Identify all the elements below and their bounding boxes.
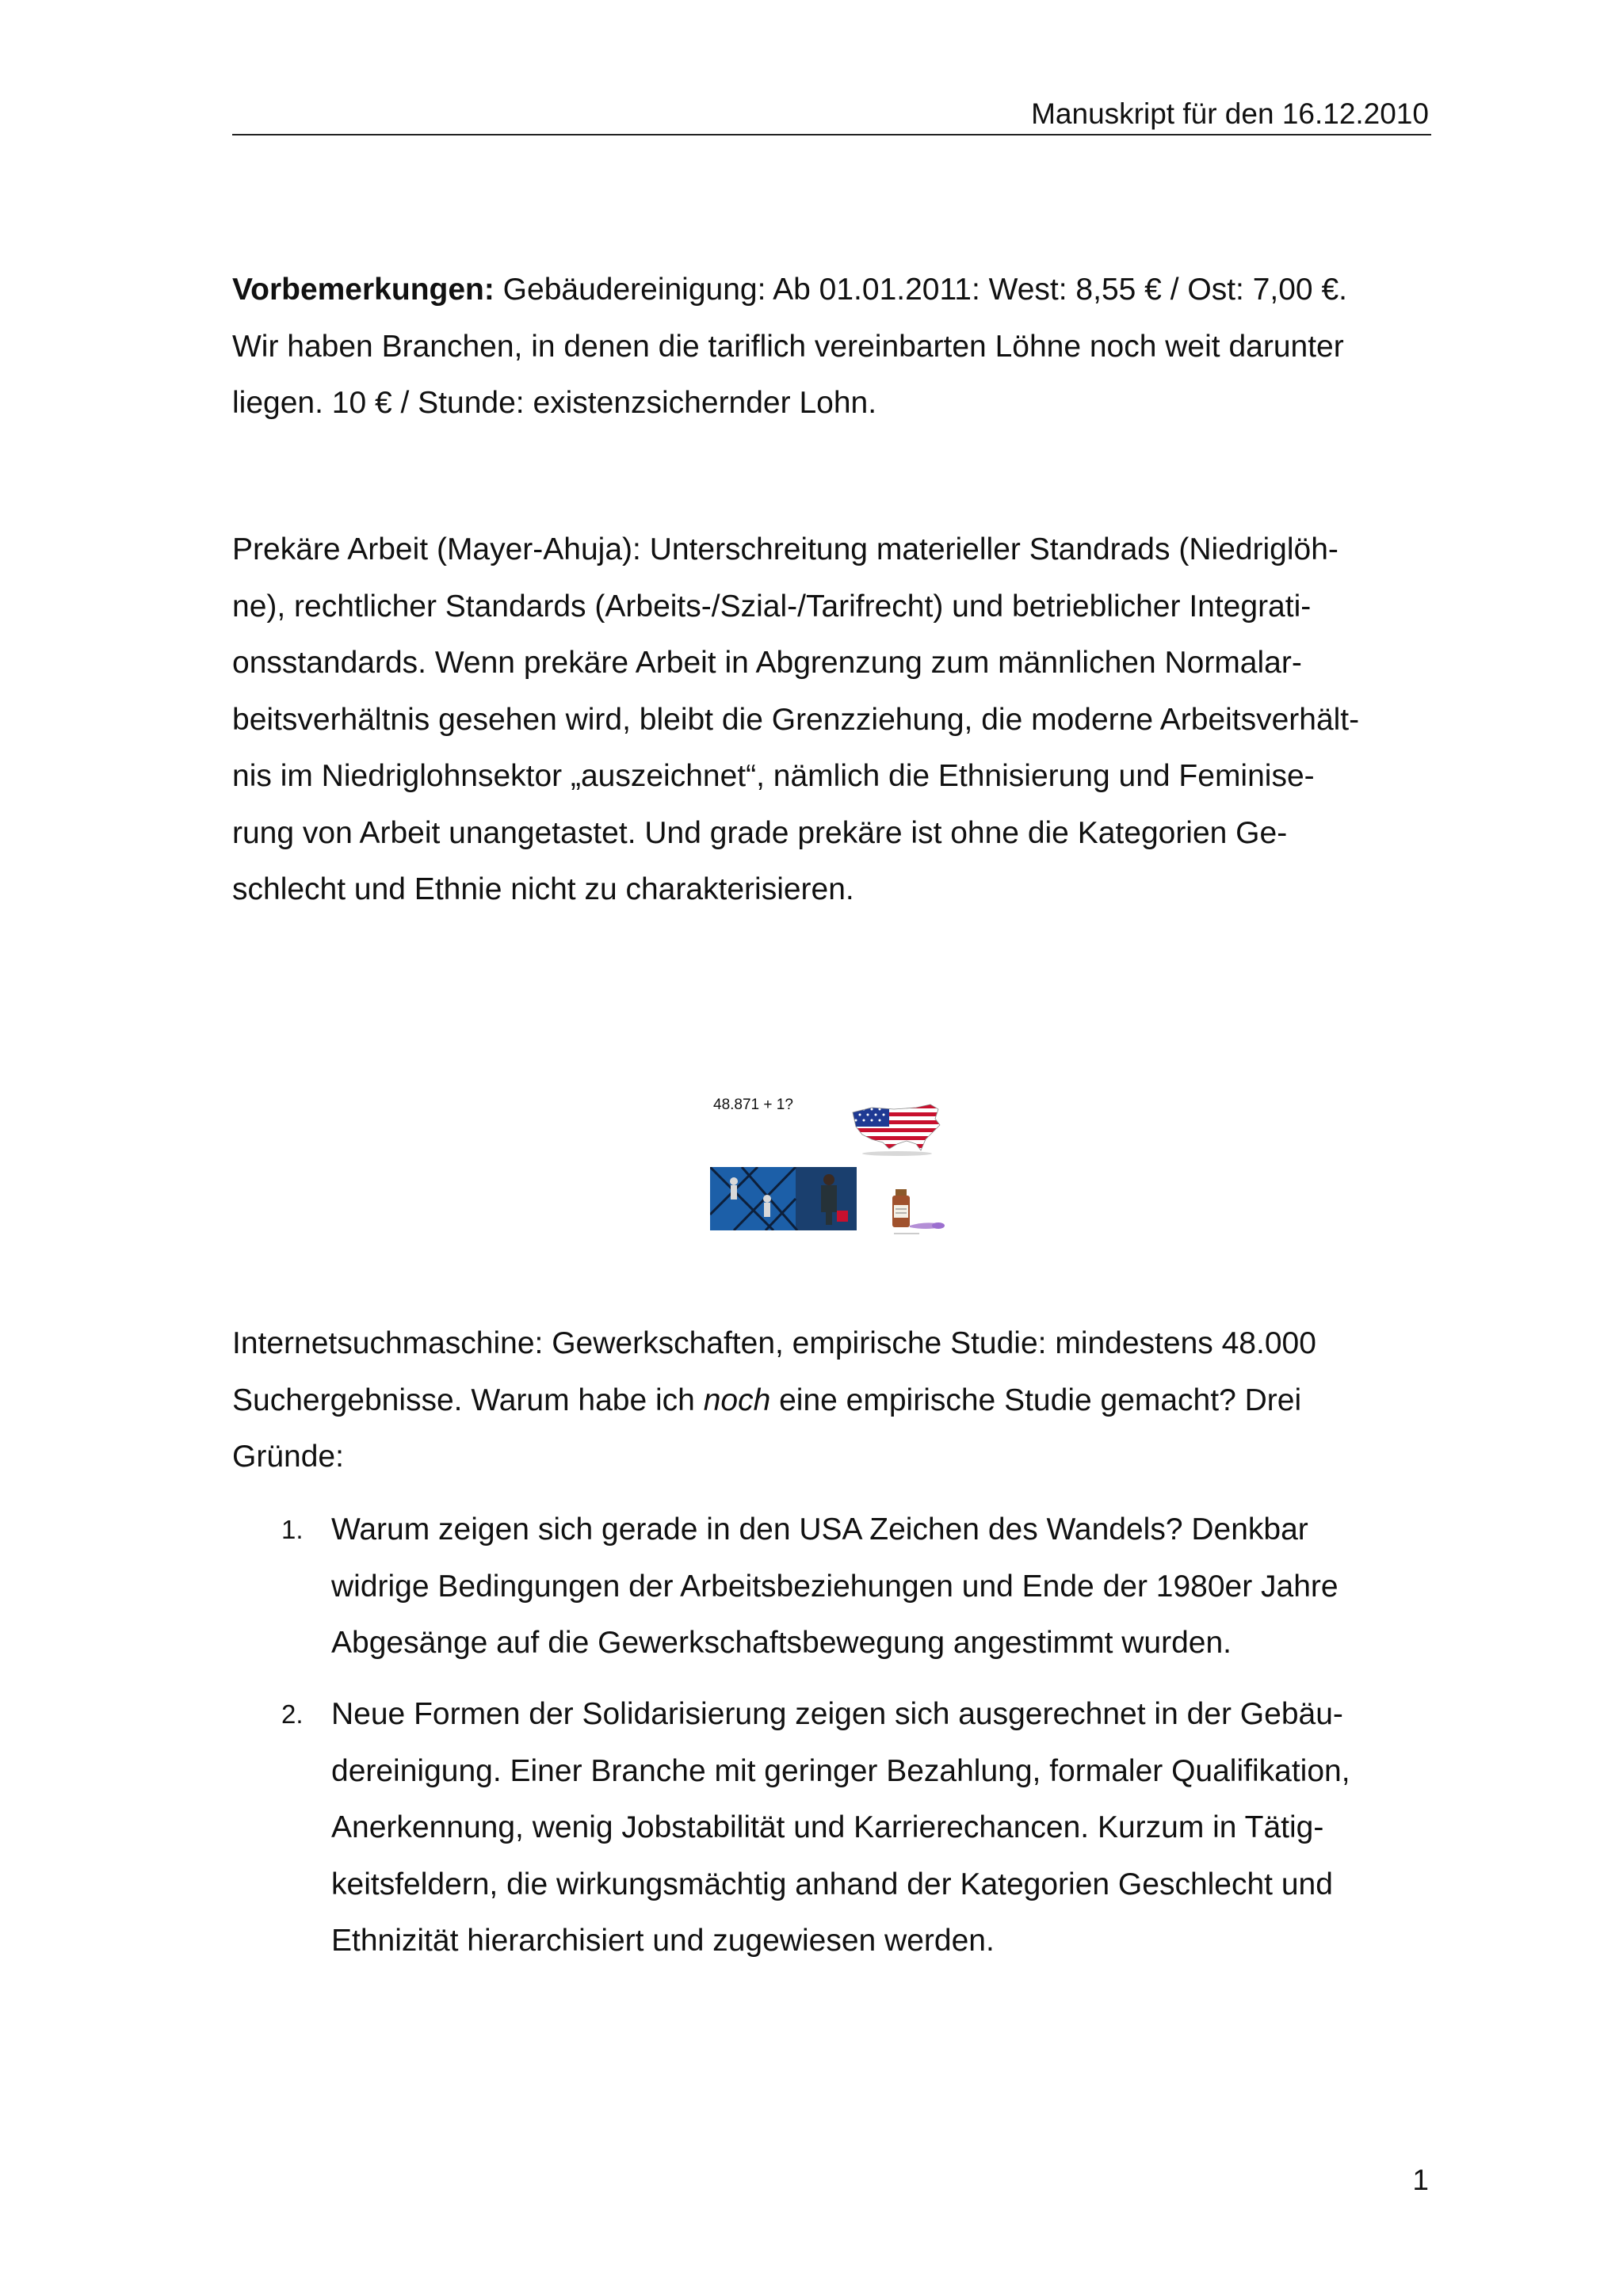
paragraph-line: Gründe: (232, 1440, 344, 1474)
line-text: eine empirische Studie gemacht? Drei (770, 1383, 1302, 1417)
paragraph-line: Internetsuchmaschine: Gewerkschaften, empirische Studie: mindestens 48.000 (232, 1326, 1316, 1360)
paragraph-line: Prekäre Arbeit (Mayer-Ahuja): Unterschreitung materieller Standrads (Niedriglöh- (232, 532, 1338, 566)
paragraph-line: ne), rechtlicher Standards (Arbeits-/Szial-/Tarifrecht) und betrieblicher Integrati- (232, 589, 1312, 624)
list-line: Warum zeigen sich gerade in den USA Zeichen des Wandels? Denkbar (331, 1512, 1308, 1547)
list-line: Abgesänge auf die Gewerkschaftsbewegung angestimmt wurden. (331, 1626, 1232, 1660)
list-line: dereinigung. Einer Branche mit geringer Bezahlung, formaler Qualifikation, (331, 1753, 1350, 1788)
line-text: Suchergebnisse. Warum habe ich (232, 1383, 704, 1417)
medicine-bottle-icon (888, 1184, 951, 1248)
list-item-body (331, 1501, 1338, 1672)
paragraph-line: Wir haben Branchen, in denen die tariflich vereinbarten Löhne noch weit darunter (232, 329, 1344, 364)
paragraph-line (232, 261, 1437, 318)
paragraph-internetsuche (232, 1315, 1437, 1486)
paragraph-line: schlecht und Ethnie nicht zu charakterisieren. (232, 872, 854, 906)
collage-image (697, 1085, 983, 1276)
list-number: 2. (281, 1699, 304, 1729)
list-number: 1. (281, 1515, 304, 1544)
paragraph-line (232, 1372, 1437, 1429)
emphasis-text: noch (703, 1383, 771, 1417)
paragraph-prekaere-arbeit (232, 521, 1437, 918)
paragraph-line: liegen. 10 € / Stunde: existenzsichernder Lohn. (232, 386, 877, 420)
paragraph-vorbemerkungen (232, 261, 1437, 432)
paragraph-line: nis im Niedriglohnsektor „auszeichnet“, nämlich die Ethnisierung und Feminise- (232, 759, 1315, 793)
paragraph-line: onsstandards. Wenn prekäre Arbeit in Abgrenzung zum männlichen Normalar- (232, 646, 1302, 680)
list-line: Ethnizität hierarchisiert und zugewiesen werden. (331, 1924, 995, 1958)
list-line: Anerkennung, wenig Jobstabilität und Karrierechancen. Kurzum in Tätig- (331, 1810, 1324, 1844)
lead-heading: Vorbemerkungen: (232, 273, 495, 307)
header-title: Manuskript für den 16.12.2010 (1031, 97, 1429, 130)
list-line: widrige Bedingungen der Arbeitsbeziehungen und Ende der 1980er Jahre (331, 1569, 1338, 1604)
us-flag-map-icon (848, 1101, 943, 1157)
list-line: Neue Formen der Solidarisierung zeigen sich ausgerechnet in der Gebäu- (331, 1697, 1343, 1731)
line-text: Gebäudereinigung: Ab 01.01.2011: West: 8,55 € / Ost: 7,00 €. (494, 273, 1347, 307)
list-line: keitsfeldern, die wirkungsmächtig anhand der Kategorien Geschlecht und (331, 1867, 1333, 1901)
list-item-body (331, 1686, 1350, 1970)
cleaning-workers-photo (710, 1167, 857, 1230)
paragraph-line: rung von Arbeit unangetastet. Und grade prekäre ist ohne die Kategorien Ge- (232, 815, 1288, 850)
collage-label: 48.871 + 1? (713, 1097, 793, 1113)
paragraph-line: beitsverhältnis gesehen wird, bleibt die Grenzziehung, die moderne Arbeitsverhält- (232, 702, 1360, 737)
page-number: 1 (1412, 2164, 1429, 2196)
header-rule (232, 134, 1431, 135)
